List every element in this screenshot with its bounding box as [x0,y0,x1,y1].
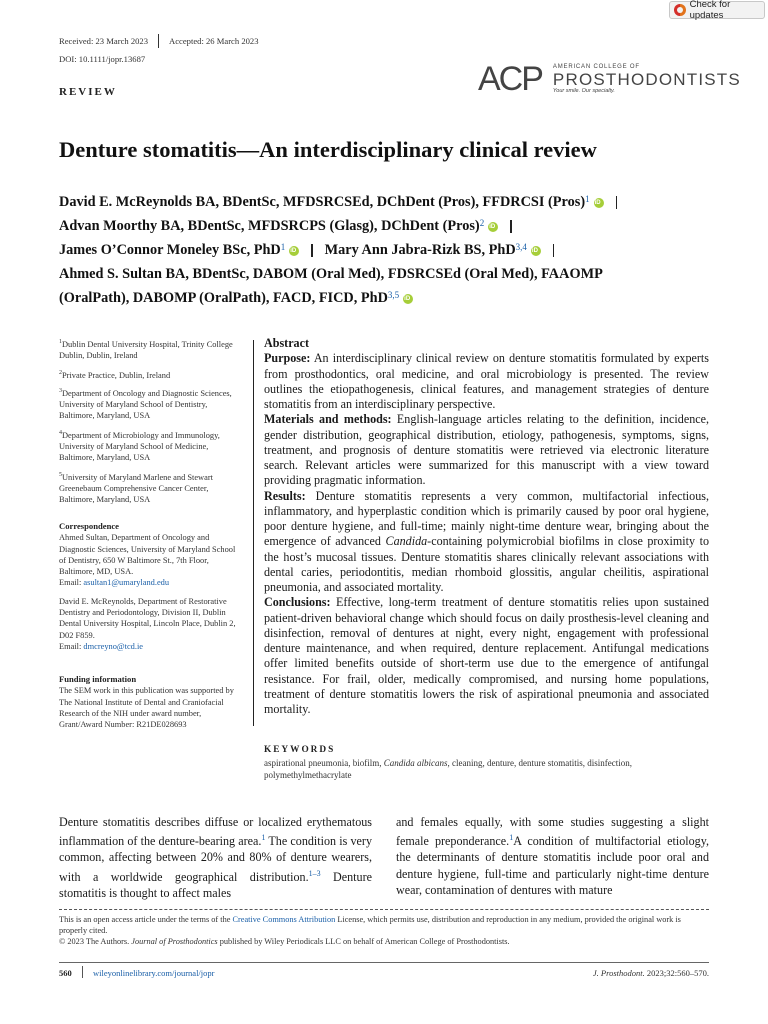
license-text-b: License, which permits use, distribution and reproduction in any medium, provided the original work is properly cited. [59,915,681,936]
affil-text: Department of Oncology and Diagnostic Sciences, University of Maryland School of Dentistry, Baltimore, Maryland, USA [59,388,232,421]
author-divider [553,244,554,257]
correspondence-heading: Correspondence [59,521,119,531]
results-text-a: Denture stomatitis represents a very common, multifactorial infectious, inflammatory, and hyperplastic condition which is primarily caused by poor oral hygiene, poor denture hygiene, and full-time; mainly night-time denture wear, bringing about the emergence of advanced [264,488,709,549]
author-affil: 1 [280,241,286,252]
results-text-b: -containing polymicrobial biofilms in close proximity to the host’s mucosal tissues. Denture stomatitis shares clinically relevant associations with dental caries, periodontitis, median rhomboid glossitis, angular cheilitis, aspirational pneumonia, and associated mortality. [264,534,709,594]
check-for-updates-label: Check for updates [689,0,731,21]
article-dates [59,34,259,48]
body-text: Denture stomatitis describes diffuse or localized erythematous inflammation of the denture-bearing area. [59,815,372,849]
orcid-icon[interactable] [531,246,541,256]
abstract-conclusions [264,595,709,717]
keywords-heading: KEYWORDS [264,745,336,755]
funding-heading: Funding information [59,674,137,684]
affil-number: 5 [59,472,62,478]
keywords-text-b: , cleaning, denture, denture stomatitis, disinfection, polymethylmethacrylate [264,758,632,780]
body-text: The condition is very common, affecting between 20% and 80% of denture wearers, with a worldwide geographical distribution. [59,834,373,884]
footnote-divider [59,909,709,910]
citation-volume: 2023;32:560–570. [644,968,709,978]
author-divider [510,220,511,233]
footer-divider [82,966,83,978]
author-line-2 [59,218,524,235]
abstract-results [264,489,709,596]
body-text: and females equally, with some studies suggesting a slight female preponderance. [396,815,709,849]
abstract-purpose [264,351,709,412]
logo-text [553,64,741,95]
author-name[interactable]: (OralPath), DABOMP (OralPath), FACD, FICD, PhD [59,290,388,306]
journal-site-link[interactable]: wileyonlinelibrary.com/journal/jopr [93,968,215,978]
body-text: Denture stomatitis is thought to affect males [59,869,372,900]
logo-name: PROSTHODONTISTS [552,69,741,89]
page-number: 560 [59,968,72,978]
author-line-1 [59,194,629,211]
abstract-heading: Abstract [264,336,310,350]
funding [59,674,244,730]
doi[interactable]: DOI: 10.1111/jopr.13687 [59,54,146,64]
affiliation-1 [59,337,244,361]
correspondence-2-text: David E. McReynolds, Department of Restorative Dentistry and Periodontology, Division II, Dublin Dental University Hospital, Lincoln Place, Dublin 2, D02 F859. [59,596,236,640]
affil-number: 3 [59,388,62,394]
copyright-a: © 2023 The Authors. [59,937,132,947]
email-link-2[interactable]: dmcreyno@tcd.ie [83,641,143,651]
keywords-text-a: aspirational pneumonia, biofilm, [264,758,384,768]
email-link-1[interactable]: asultan1@umaryland.edu [83,578,170,588]
license-text-a: This is an open access article under the terms of the [59,915,233,924]
methods-label: Materials and methods: [264,412,392,427]
results-italic: Candida [385,534,428,549]
purpose-label: Purpose: [264,351,311,366]
affiliation-3 [59,386,244,422]
funding-text: The SEM work in this publication was supported by The National Institute of Dental and Craniofacial Research of the NIH under award number, Grant/Award Number: R21DE028693 [59,686,234,730]
email-label: Email: [59,578,84,588]
body-text: A condition of multifactorial etiology, the determinants of denture stomatitis include poor oral and denture hygiene, full-time and particularly night-time denture wear, contamination of dentures with mature [396,834,710,897]
orcid-icon[interactable] [488,222,498,232]
copyright-journal: Journal of Prosthodontics [131,937,218,947]
logo-acp: ACP [478,60,542,98]
date-divider [158,34,159,48]
keywords [264,758,709,781]
license-link[interactable]: Creative Commons Attribution [232,915,336,924]
body-column-right [396,814,709,898]
crossmark-icon [674,4,686,16]
author-name[interactable]: James O’Connor Moneley BSc, PhD [59,242,281,258]
author-line-4 [59,266,603,283]
affiliation-2 [59,368,244,381]
section-label: REVIEW [59,86,117,98]
abstract-rule [253,340,254,726]
author-line-5 [59,290,413,307]
check-for-updates-button[interactable] [669,1,765,19]
correspondence [59,521,244,652]
license-footnote [59,914,711,948]
correspondence-1-text: Ahmed Sultan, Department of Oncology and Diagnostic Sciences, University of Maryland School of Dentistry, 650 W Baltimore St., 7th Floor, Baltimore, MD, USA. [59,533,236,577]
affiliation-4 [59,428,244,464]
author-name[interactable]: Advan Moorthy BA, BDentSc, MFDSRCPS (Glasg), DChDent (Pros) [59,218,480,234]
citation-journal: J. Prosthodont. [592,968,645,978]
conclusions-label: Conclusions: [264,595,331,610]
author-name[interactable]: David E. McReynolds BA, BDentSc, MFDSRCSEd, DChDent (Pros), FFDRCSI (Pros) [59,194,586,210]
affil-text: Private Practice, Dublin, Ireland [62,370,171,380]
article-title: Denture stomatitis—An interdisciplinary clinical review [59,137,597,162]
affil-text: Dublin Dental University Hospital, Trinity College Dublin, Dublin, Ireland [59,339,233,361]
correspondence-1 [59,532,244,588]
received-date: Received: 23 March 2023 [59,36,149,46]
author-name[interactable]: Ahmed S. Sultan BA, BDentSc, DABOM (Oral Med), FDSRCSEd (Oral Med), FAAOMP [59,266,603,282]
copyright-b: published by Wiley Periodicals LLC on behalf of American College of Prosthodontists. [217,937,510,947]
author-affil: 3,4 [515,241,527,252]
conclusions-text: Effective, long-term treatment of denture stomatitis relies upon sustained patient-driven behavioral change which should focus on daily prosthesis-level cleaning and disinfection, removal of dentures at night, every night, engagement with professional denture maintenance, and when required, denture replacement. Antifungal medications offer limited benefits outside of short-term use due to the emergence of antifungal resistance. For frail, older, medically compromised, and nursing home populations, treatment of denture stomatitis lowers the risk of aspirational pneumonia and associated mortality. [264,595,709,716]
orcid-icon[interactable] [403,294,413,304]
accepted-date: Accepted: 26 March 2023 [169,36,259,46]
author-affil: 1 [585,193,590,204]
abstract [264,336,709,717]
methods-text: English-language articles relating to the definition, incidence, gender distribution, geographical distribution, etiology, pathogenesis, symptoms, signs, treatment, and prognosis of denture stomatitis were retrieved via electronic literature search. Relevant articles were summarized for this manuscript with a view toward providing pragmatic information. [264,412,709,488]
journal-logo [478,60,741,98]
affil-text: University of Maryland Marlene and Stewart Greenebaum Comprehensive Cancer Center, Baltimore, Maryland, USA [59,472,213,505]
logo-tagline: Your smile. Our specialty. [552,87,615,94]
author-name[interactable]: Mary Ann Jabra-Rizk BS, PhD [324,242,516,258]
footer-rule [59,962,709,963]
orcid-icon[interactable] [289,246,299,256]
author-divider [616,196,617,209]
affil-text: Department of Microbiology and Immunology, University of Maryland School of Medicine, Baltimore, Maryland, USA [59,430,220,463]
citation-link[interactable]: 1–3 [308,868,321,878]
author-affil: 2 [479,217,485,228]
affil-number: 2 [59,370,62,376]
copyright-text [59,936,711,947]
affiliation-5 [59,470,244,506]
affil-number: 1 [59,339,62,345]
logo-top-line: AMERICAN COLLEGE OF [552,63,640,70]
author-line-3 [59,242,566,259]
correspondence-2 [59,596,244,652]
citation-link[interactable]: 1 [509,833,514,843]
results-label: Results: [264,488,306,503]
author-affil: 3,5 [387,289,400,300]
license-text [59,914,711,936]
purpose-text: An interdisciplinary clinical review on denture stomatitis formulated by experts from prosthodontics, oral medicine, and oral microbiology is presented. The review outlines the etiopathogenesis, clinical features, and management strategies of denture stomatitis from an interdisciplinary perspective. [264,351,709,411]
email-label: Email: [59,641,84,651]
citation [560,968,709,978]
body-column-left [59,814,372,901]
author-divider [311,244,312,257]
abstract-methods [264,412,709,488]
orcid-icon[interactable] [594,198,604,208]
citation-link[interactable]: 1 [261,833,266,843]
affil-number: 4 [59,430,62,436]
keywords-italic: Candida albicans [383,758,448,768]
